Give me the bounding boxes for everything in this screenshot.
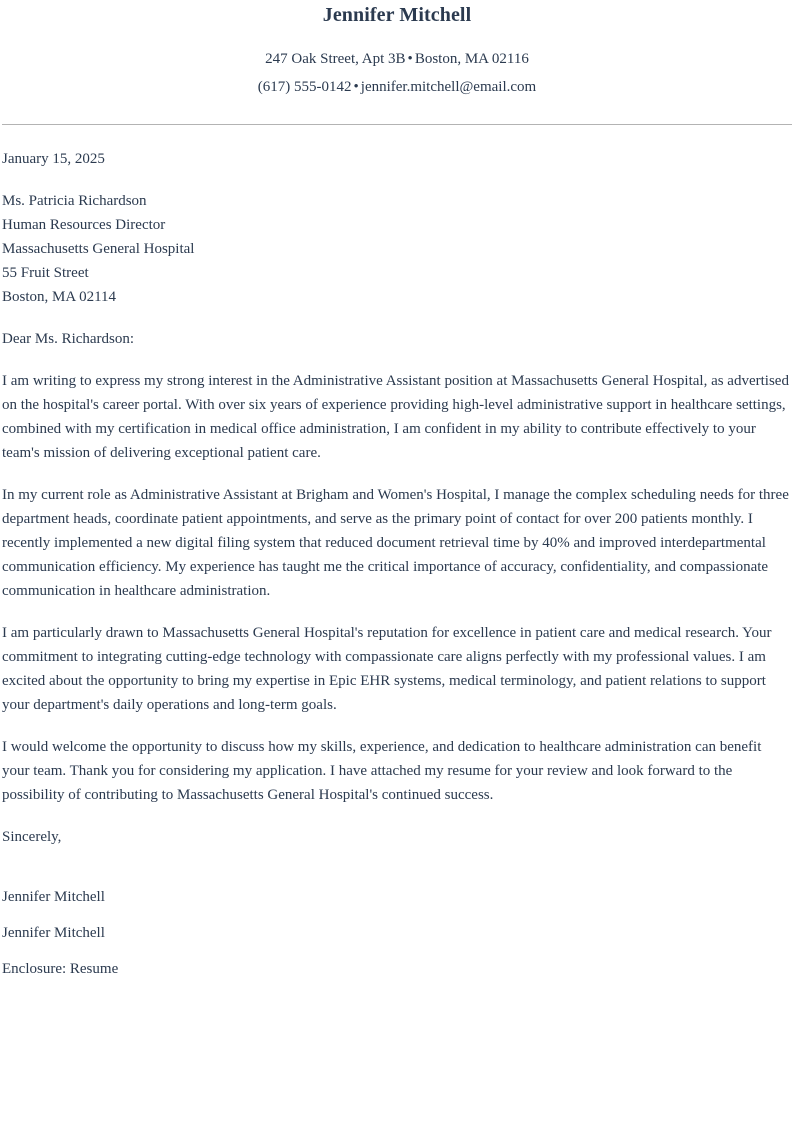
recipient-line: Ms. Patricia Richardson [2,193,147,209]
recipient-line: Human Resources Director [2,217,166,233]
letter-date: January 15, 2025 [2,151,105,167]
recipient-line: Boston, MA 02114 [2,289,117,305]
contact-address-line [2,47,792,71]
body-paragraph: I would welcome the opportunity to discuss how my skills, experience, and dedication to healthcare administration can benefit your team. Thank you for considering my application. I have attached my resume for your review and look forward to the possibility of contributing to Massachusetts General Hospital's continued success. [2,739,762,803]
typed-name: Jennifer Mitchell [2,925,105,941]
letterhead [2,0,792,99]
bullet-separator-icon: • [407,51,413,67]
city-state-zip: Boston, MA 02116 [414,51,529,67]
recipient-line: Massachusetts General Hospital [2,241,195,257]
phone-number: (617) 555-0142 [257,79,352,95]
email-address[interactable]: jennifer.mitchell@email.com [360,79,537,95]
bullet-separator-icon: • [353,79,359,95]
street-address: 247 Oak Street, Apt 3B [265,51,406,67]
signature-name: Jennifer Mitchell [2,889,105,905]
recipient-address-block [2,189,792,309]
body-paragraph: I am particularly drawn to Massachusetts General Hospital's reputation for excellence in patient care and medical research. Your commitment to integrating cutting-edge technology with compassionate care aligns perfectly with my professional values. I am excited about the opportunity to bring my expertise in Epic EHR systems, medical terminology, and patient relations to support your department's daily operations and long-term goals. [2,625,772,713]
letter-body [2,125,792,981]
enclosure-note: Enclosure: Resume [2,961,119,977]
contact-phone-email-line [2,75,792,99]
signature-space [2,849,792,885]
body-paragraph: In my current role as Administrative Assistant at Brigham and Women's Hospital, I manage the complex scheduling needs for three department heads, coordinate patient appointments, and serve as the primary point of contact for over 200 patients monthly. I recently implemented a new digital filing system that reduced document retrieval time by 40% and improved interdepartmental communication efficiency. My experience has taught me the critical importance of accuracy, confidentiality, and compassionate communication in healthcare administration. [2,487,789,599]
body-paragraph: I am writing to express my strong interest in the Administrative Assistant position at Massachusetts General Hospital, as advertised on the hospital's career portal. With over six years of experience providing high-level administrative support in healthcare settings, combined with my certification in medical office administration, I am confident in my ability to contribute effectively to your team's mission of delivering exceptional patient care. [2,373,789,461]
salutation: Dear Ms. Richardson: [2,331,135,347]
recipient-line: 55 Fruit Street [2,265,89,281]
closing-salutation: Sincerely, [2,829,62,845]
applicant-name: Jennifer Mitchell [322,4,472,26]
